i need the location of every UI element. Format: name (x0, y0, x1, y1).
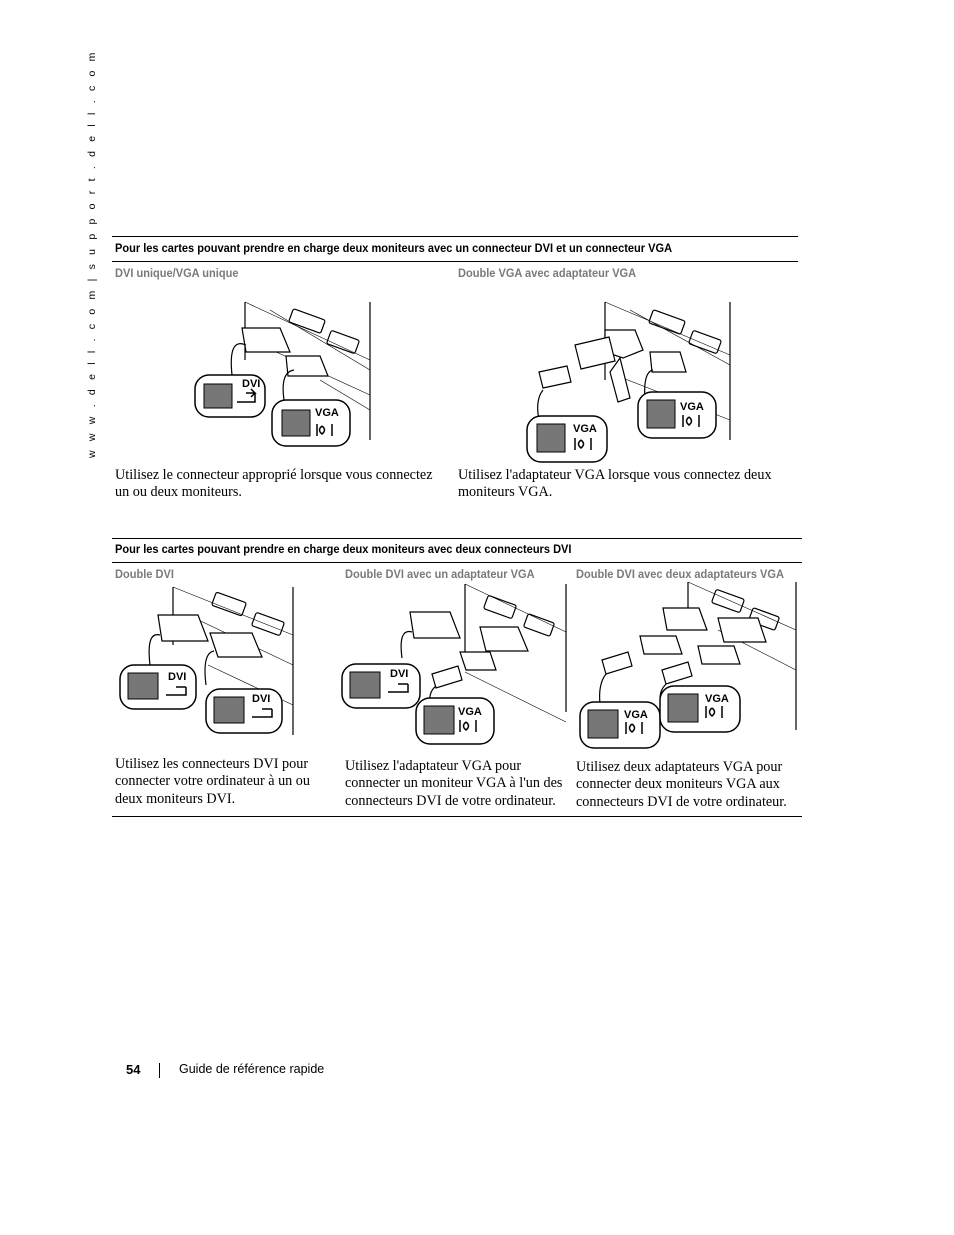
fig5-label-vga-1: VGA (624, 709, 648, 721)
fig4-label-vga: VGA (458, 706, 482, 718)
sidebar-url (86, 49, 100, 458)
fig4-label-dvi: DVI (390, 668, 409, 680)
section1-top-rule (112, 236, 798, 237)
section2-top-rule (112, 538, 802, 539)
section2-title-rule (112, 562, 802, 563)
section2-bottom-rule (112, 816, 802, 817)
fig2-label-vga-2: VGA (680, 401, 704, 413)
fig1-label-vga: VGA (315, 407, 339, 419)
section1-col1-caption: Utilisez le connecteur approprié lorsque vous connectez un ou deux moniteurs. (115, 467, 433, 501)
figure-double-dvi (118, 585, 298, 745)
section1-col2-subtitle: Double VGA avec adaptateur VGA (458, 266, 637, 280)
page-number: 54 (126, 1062, 141, 1077)
section2-title: Pour les cartes pouvant prendre en charge deux moniteurs avec deux connecteurs DVI (115, 542, 572, 556)
section2-col1-subtitle: Double DVI (115, 567, 174, 581)
section2-col3-subtitle: Double DVI avec deux adaptateurs VGA (576, 567, 784, 581)
fig3-label-dvi-1: DVI (168, 671, 187, 683)
figure-double-vga (525, 300, 740, 465)
fig2-label-vga-1: VGA (573, 423, 597, 435)
section2-col3-caption: Utilisez deux adaptateurs VGA pour connecter deux moniteurs VGA aux connecteurs DVI de votre ordinateur. (576, 759, 787, 810)
sidebar-url-text: w w w . d e l l . c o m | s u p p o r t . d e l l . c o m (86, 49, 98, 458)
section1-col1-subtitle: DVI unique/VGA unique (115, 266, 239, 280)
figure-dvi-one-vga-adapter (340, 582, 570, 747)
fig3-label-dvi-2: DVI (252, 693, 271, 705)
figure-dvi-vga (190, 300, 380, 450)
section2-col1-caption: Utilisez les connecteurs DVI pour connecter votre ordinateur à un ou deux moniteurs DVI. (115, 756, 310, 807)
footer-title: Guide de référence rapide (179, 1062, 325, 1076)
fig1-label-dvi: DVI (242, 378, 261, 390)
section2-col2-subtitle: Double DVI avec un adaptateur VGA (345, 567, 535, 581)
fig5-label-vga-2: VGA (705, 693, 729, 705)
figure-dvi-two-vga-adapters (578, 580, 800, 750)
section2-col2-caption: Utilisez l'adaptateur VGA pour connecter un moniteur VGA à l'un des connecteurs DVI de votre ordinateur. (345, 758, 563, 809)
section1-title: Pour les cartes pouvant prendre en charge deux moniteurs avec un connecteur DVI et un connecteur VGA (115, 241, 673, 255)
footer-separator (159, 1063, 160, 1078)
section1-title-rule (112, 261, 798, 262)
section1-col2-caption: Utilisez l'adaptateur VGA lorsque vous connectez deux moniteurs VGA. (458, 467, 772, 501)
